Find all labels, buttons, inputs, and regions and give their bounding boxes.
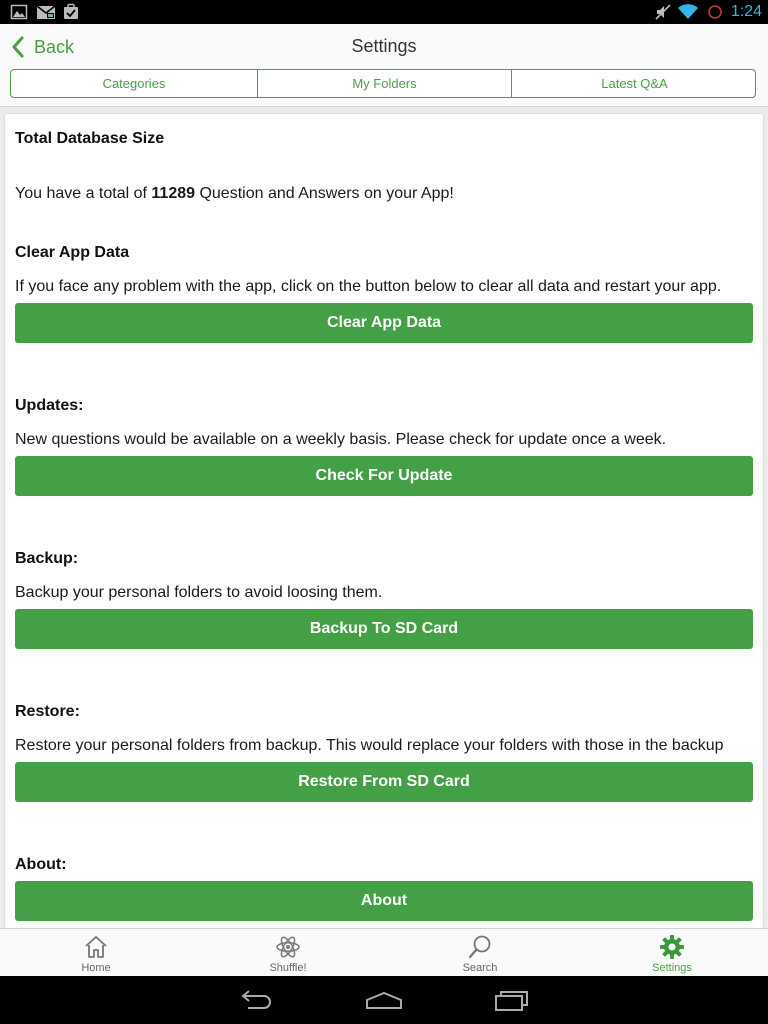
back-label: Back (34, 36, 75, 57)
mute-icon (654, 3, 672, 21)
tab-my-folders[interactable]: My Folders (257, 70, 511, 97)
status-time: 1:24 (730, 3, 762, 20)
database-text-prefix: You have a total of (15, 185, 152, 202)
database-size-text (15, 184, 454, 204)
wifi-icon (677, 3, 699, 21)
restore-description: Restore your personal folders from backup. This would replace your folders with those in the backup (15, 737, 724, 754)
nav-search[interactable] (384, 929, 576, 976)
restore-from-sd-button[interactable]: Restore From SD Card (15, 762, 753, 802)
backup-to-sd-button[interactable]: Backup To SD Card (15, 609, 753, 649)
backup-description: Backup your personal folders to avoid loosing them. (15, 584, 383, 601)
tab-latest-qa[interactable]: Latest Q&A (511, 70, 756, 97)
page-title: Settings (351, 36, 417, 56)
nav-search-label: Search (462, 962, 498, 974)
question-count: 11289 (151, 185, 196, 202)
home-outline-icon[interactable] (364, 988, 404, 1012)
settings-content[interactable] (0, 107, 768, 928)
photo-icon (10, 3, 28, 21)
tab-categories[interactable]: Categories (102, 76, 166, 91)
gmail-icon (36, 3, 56, 21)
recents-icon[interactable] (492, 988, 532, 1012)
bottom-nav (0, 928, 768, 976)
tab-bar-container (0, 70, 768, 107)
status-bar (0, 0, 768, 24)
nav-shuffle[interactable] (192, 929, 384, 976)
home-icon (83, 934, 109, 960)
atom-icon (275, 934, 301, 960)
gear-icon (659, 934, 685, 960)
check-for-update-button[interactable]: Check For Update (15, 456, 753, 496)
database-size-heading: Total Database Size (15, 130, 165, 147)
search-icon (467, 934, 493, 960)
nav-settings-label: Settings (652, 962, 692, 974)
updates-description: New questions would be available on a weekly basis. Please check for update once a week. (15, 431, 667, 448)
nav-home[interactable] (0, 929, 192, 976)
app-header (0, 24, 768, 70)
clear-data-description: If you face any problem with the app, click on the button below to clear all data and restart your app. (15, 278, 722, 295)
updates-heading: Updates: (15, 397, 84, 414)
nav-shuffle-label: Shuffle! (269, 962, 307, 974)
settings-card (5, 114, 763, 928)
nav-settings[interactable] (576, 929, 768, 976)
restore-heading: Restore: (15, 703, 80, 720)
sync-icon (706, 3, 724, 21)
system-nav-bar (0, 976, 768, 1024)
about-heading: About: (15, 856, 67, 873)
clear-app-data-button[interactable]: Clear App Data (15, 303, 753, 343)
back-icon[interactable] (236, 988, 276, 1012)
segmented-tabs (10, 69, 756, 98)
database-text-suffix: Question and Answers on your App! (195, 185, 454, 202)
nav-home-label: Home (81, 962, 111, 974)
about-button[interactable]: About (15, 881, 753, 921)
backup-heading: Backup: (15, 550, 79, 567)
clear-data-heading: Clear App Data (15, 244, 130, 261)
clipboard-icon (62, 3, 80, 21)
